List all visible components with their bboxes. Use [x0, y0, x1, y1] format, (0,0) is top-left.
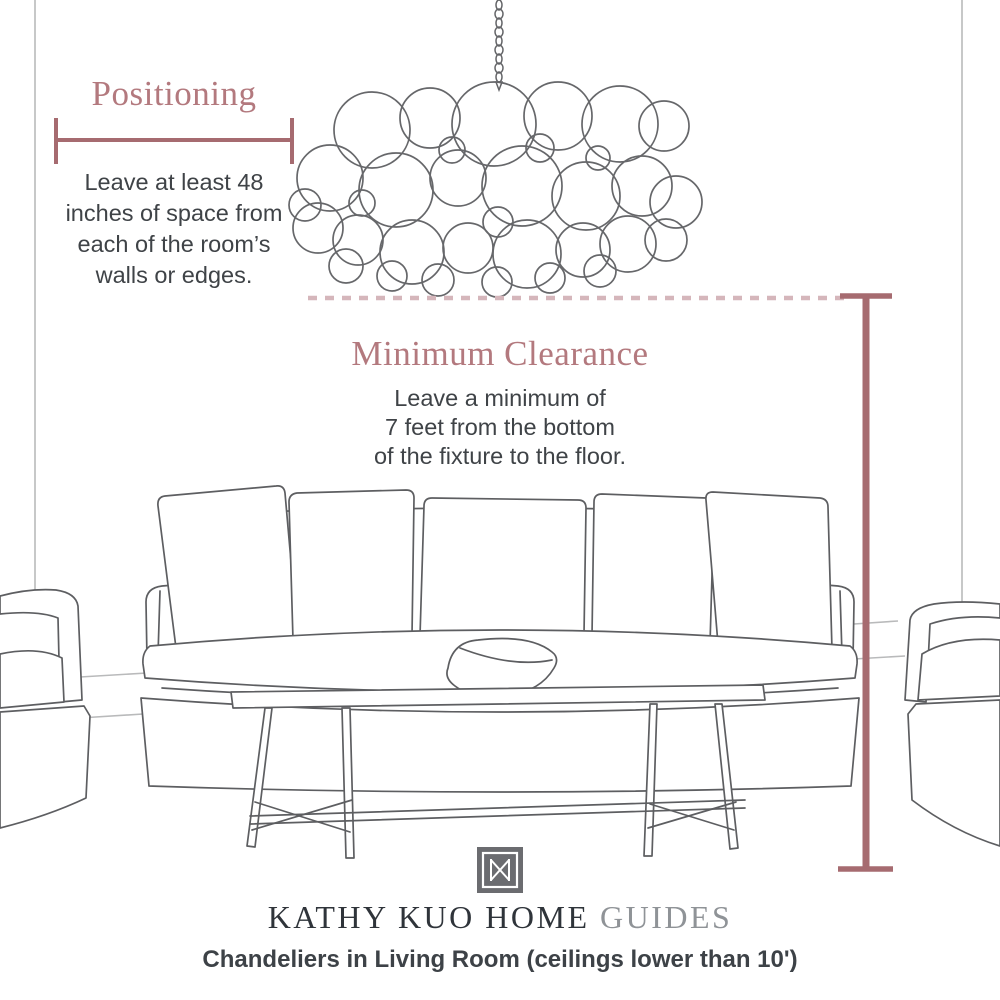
- width-measure-bracket: [56, 118, 292, 164]
- positioning-line: walls or edges.: [95, 262, 253, 288]
- clearance-title: Minimum Clearance: [351, 334, 649, 373]
- clearance-line: 7 feet from the bottom: [385, 414, 615, 440]
- clearance-line: of the fixture to the floor.: [373, 443, 627, 469]
- brand-wordmark: [268, 899, 733, 936]
- positioning-line: each of the room’s: [77, 231, 271, 257]
- kathy-kuo-home-monogram-icon: [477, 847, 523, 893]
- positioning-line: inches of space from: [65, 200, 283, 226]
- clearance-line: Leave a minimum of: [394, 385, 606, 411]
- armchair-right-illustration: [905, 602, 1000, 846]
- clearance-description: [374, 384, 626, 471]
- bubble-chandelier-illustration: [289, 82, 702, 297]
- positioning-line: Leave at least 48: [84, 169, 264, 195]
- chandelier-chain: [495, 0, 503, 90]
- infographic-subtitle: Chandeliers in Living Room (ceilings lower than 10'): [202, 946, 798, 973]
- armchair-left-illustration: [0, 590, 90, 828]
- positioning-description: [66, 167, 283, 291]
- sofa-illustration: [141, 486, 859, 792]
- brand-suffix: GUIDES: [599, 899, 733, 935]
- brand-name: KATHY KUO HOME: [267, 899, 590, 935]
- positioning-title: Positioning: [91, 74, 257, 113]
